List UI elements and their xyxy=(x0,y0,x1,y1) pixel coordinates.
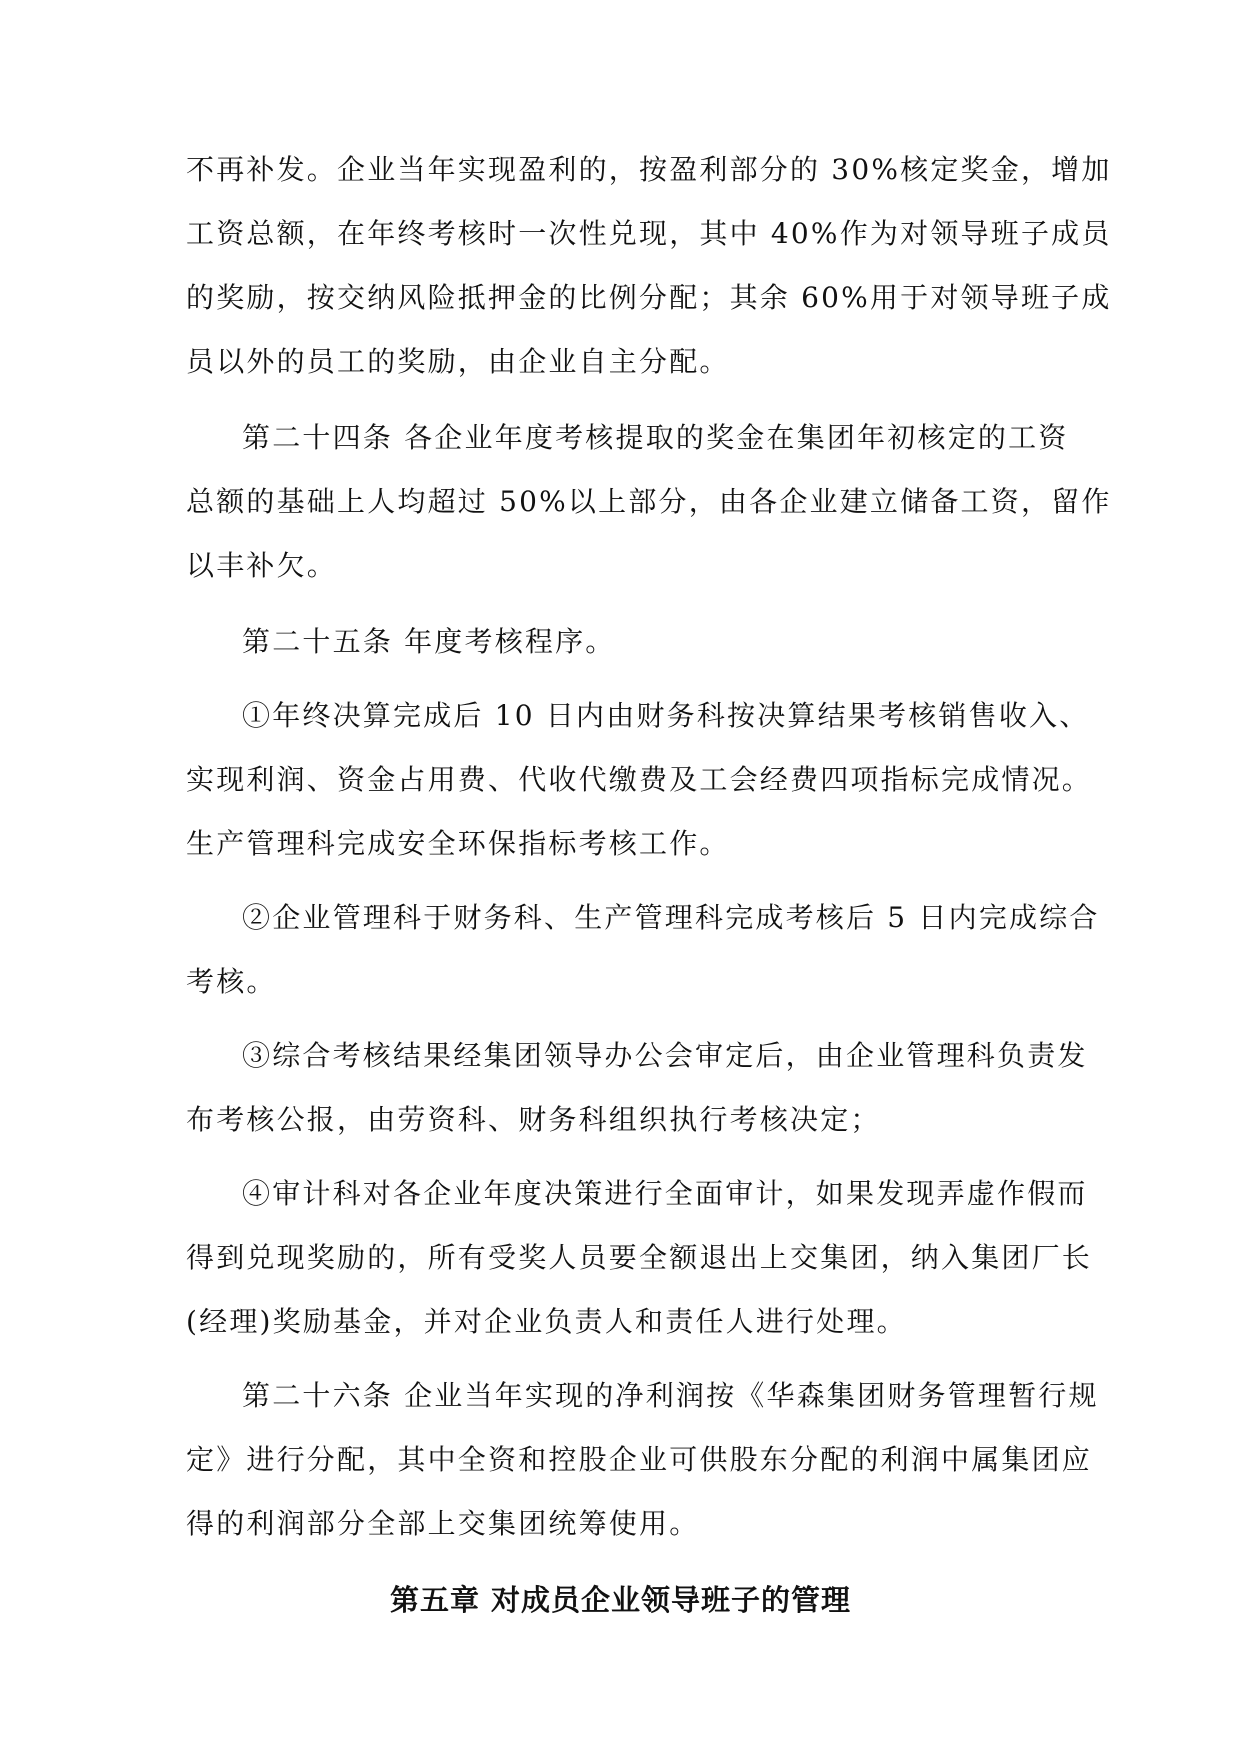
text-line: 的奖励，按交纳风险抵押金的比例分配；其余 60%用于对领导班子成 xyxy=(186,281,1112,314)
text-line: 以丰补欠。 xyxy=(186,549,338,582)
text-line: (经理)奖励基金，并对企业负责人和责任人进行处理。 xyxy=(186,1305,907,1338)
text-line: 员以外的员工的奖励，由企业自主分配。 xyxy=(186,345,730,378)
procedure-item-4: ④审计科对各企业年度决策进行全面审计，如果发现弄虚作假而 xyxy=(242,1177,1088,1210)
text-line: 工资总额，在年终考核时一次性兑现，其中 40%作为对领导班子成员 xyxy=(186,217,1112,250)
procedure-item-1: ①年终决算完成后 10 日内由财务科按决算结果考核销售收入、 xyxy=(242,699,1090,732)
procedure-item-2: ②企业管理科于财务科、生产管理科完成考核后 5 日内完成综合 xyxy=(242,901,1100,934)
text-line: 实现利润、资金占用费、代收代缴费及工会经费四项指标完成情况。 xyxy=(186,763,1093,796)
text-line: 不再补发。企业当年实现盈利的，按盈利部分的 30%核定奖金，增加 xyxy=(186,153,1112,186)
text-line: 总额的基础上人均超过 50%以上部分，由各企业建立储备工资，留作 xyxy=(186,485,1112,518)
article-25-title: 第二十五条 年度考核程序。 xyxy=(242,625,616,658)
article-26-title: 第二十六条 企业当年实现的净利润按《华森集团财务管理暂行规 xyxy=(242,1379,1099,1412)
text-line: 生产管理科完成安全环保指标考核工作。 xyxy=(186,827,730,860)
text-line: 定》进行分配，其中全资和控股企业可供股东分配的利润中属集团应 xyxy=(186,1443,1093,1476)
procedure-item-3: ③综合考核结果经集团领导办公会审定后，由企业管理科负责发 xyxy=(242,1039,1088,1072)
text-line: 得的利润部分全部上交集团统筹使用。 xyxy=(186,1507,700,1540)
chapter-heading: 第五章 对成员企业领导班子的管理 xyxy=(389,1583,852,1617)
text-line: 考核。 xyxy=(186,965,277,998)
text-line: 布考核公报，由劳资科、财务科组织执行考核决定； xyxy=(186,1103,881,1136)
article-24-title: 第二十四条 各企业年度考核提取的奖金在集团年初核定的工资 xyxy=(242,421,1069,454)
text-line: 得到兑现奖励的，所有受奖人员要全额退出上交集团，纳入集团厂长 xyxy=(186,1241,1093,1274)
